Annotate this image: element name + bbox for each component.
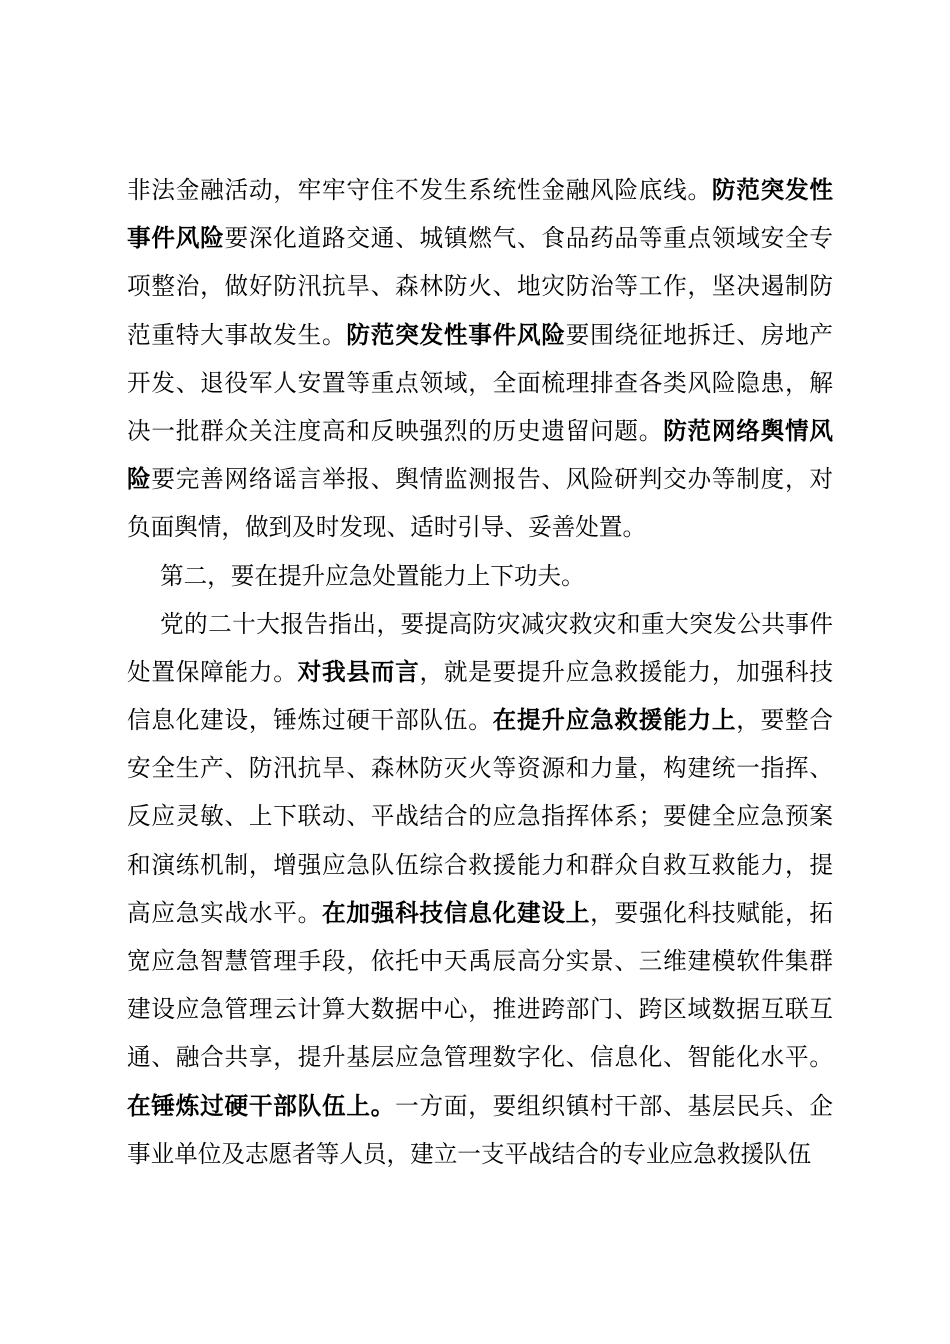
text-line: [127, 696, 833, 744]
text-run: 要完善网络谣言举报、舆情监测报告、风险研判交办等制度，对: [151, 465, 834, 494]
bold-phrase: 事件风险: [127, 224, 225, 253]
text-line: [127, 792, 833, 840]
document-body: [127, 166, 833, 1178]
bold-phrase: 防范突发性: [711, 176, 834, 204]
text-run: 要深化道路交通、城镇燃气、食品药品等重点领域安全专: [224, 224, 834, 253]
text-line: [127, 937, 833, 985]
text-line: [127, 648, 833, 696]
bold-phrase: 对我县而言: [297, 657, 420, 686]
text-line: [127, 889, 833, 937]
text-line: [127, 1082, 833, 1130]
text-line: [127, 552, 833, 600]
text-line: [127, 1130, 833, 1178]
text-run: 处置保障能力。: [127, 657, 298, 686]
text-run: 负面舆情，做到及时发现、适时引导、妥善处置。: [127, 513, 647, 542]
text-line: [127, 600, 833, 648]
text-line: [127, 311, 833, 359]
text-run: 安全生产、防汛抗旱、森林防灭火等资源和力量，构建统一指挥、: [127, 754, 833, 783]
text-run: ，就是要提升应急救援能力，加强科技: [419, 657, 834, 686]
text-run: 和演练机制，增强应急队伍综合救援能力和群众自救互救能力，提: [127, 850, 833, 879]
text-line: [127, 841, 833, 889]
text-run: 反应灵敏、上下联动、平战结合的应急指挥体系；要健全应急预案: [127, 802, 833, 831]
text-line: [127, 744, 833, 792]
text-line: [127, 359, 833, 407]
text-run: 党的二十大报告指出，要提高防灾减灾救灾和重大突发公共事件: [160, 609, 833, 638]
text-run: 决一批群众关注度高和反映强烈的历史遗留问题。: [127, 416, 664, 445]
text-line: [127, 503, 833, 551]
text-run: 事业单位及志愿者等人员，建立一支平战结合的专业应急救援队伍: [127, 1139, 812, 1168]
paragraph: [127, 600, 833, 1178]
text-run: 开发、退役军人安置等重点领域，全面梳理排查各类风险隐患，解: [127, 368, 833, 397]
text-run: 高应急实战水平。: [127, 898, 322, 927]
bold-phrase: 在加强科技信息化建设上: [321, 898, 591, 927]
bold-phrase: 防范网络舆情风: [663, 416, 834, 445]
text-line: [127, 166, 833, 214]
bold-phrase: 防范突发性事件风险: [346, 320, 566, 349]
text-run: 通、融合共享，提升基层应急管理数字化、信息化、智能化水平。: [127, 1043, 833, 1072]
text-run: 范重特大事故发生。: [127, 320, 347, 349]
paragraph: [127, 166, 833, 552]
text-run: 一方面，要组织镇村干部、基层民兵、企: [395, 1091, 834, 1120]
bold-phrase: 险: [127, 465, 152, 494]
text-run: 非法金融活动，牢牢守住不发生系统性金融风险底线。: [127, 176, 712, 204]
text-run: ，要整合: [736, 706, 834, 735]
text-line: [127, 214, 833, 262]
text-run: 项整治，做好防汛抗旱、森林防火、地灾防治等工作，坚决遏制防: [127, 272, 833, 301]
text-line: [127, 455, 833, 503]
bold-phrase: 在锤炼过硬干部队伍上。: [127, 1091, 396, 1120]
paragraph: [127, 552, 833, 600]
text-line: [127, 1033, 833, 1081]
text-run: 宽应急智慧管理手段，依托中天禹辰高分实景、三维建模软件集群: [127, 947, 833, 975]
text-run: 第二，要在提升应急处置能力上下功夫。: [160, 561, 585, 590]
text-run: ，要强化科技赋能，拓: [590, 898, 834, 927]
text-run: 信息化建设，锤炼过硬干部队伍。: [127, 706, 493, 735]
text-run: 要围绕征地拆迁、房地产: [565, 320, 834, 349]
text-line: [127, 262, 833, 310]
text-line: [127, 985, 833, 1033]
text-run: 建设应急管理云计算大数据中心，推进跨部门、跨区域数据互联互: [127, 995, 833, 1024]
text-line: [127, 407, 833, 455]
bold-phrase: 在提升应急救援能力上: [492, 706, 737, 735]
